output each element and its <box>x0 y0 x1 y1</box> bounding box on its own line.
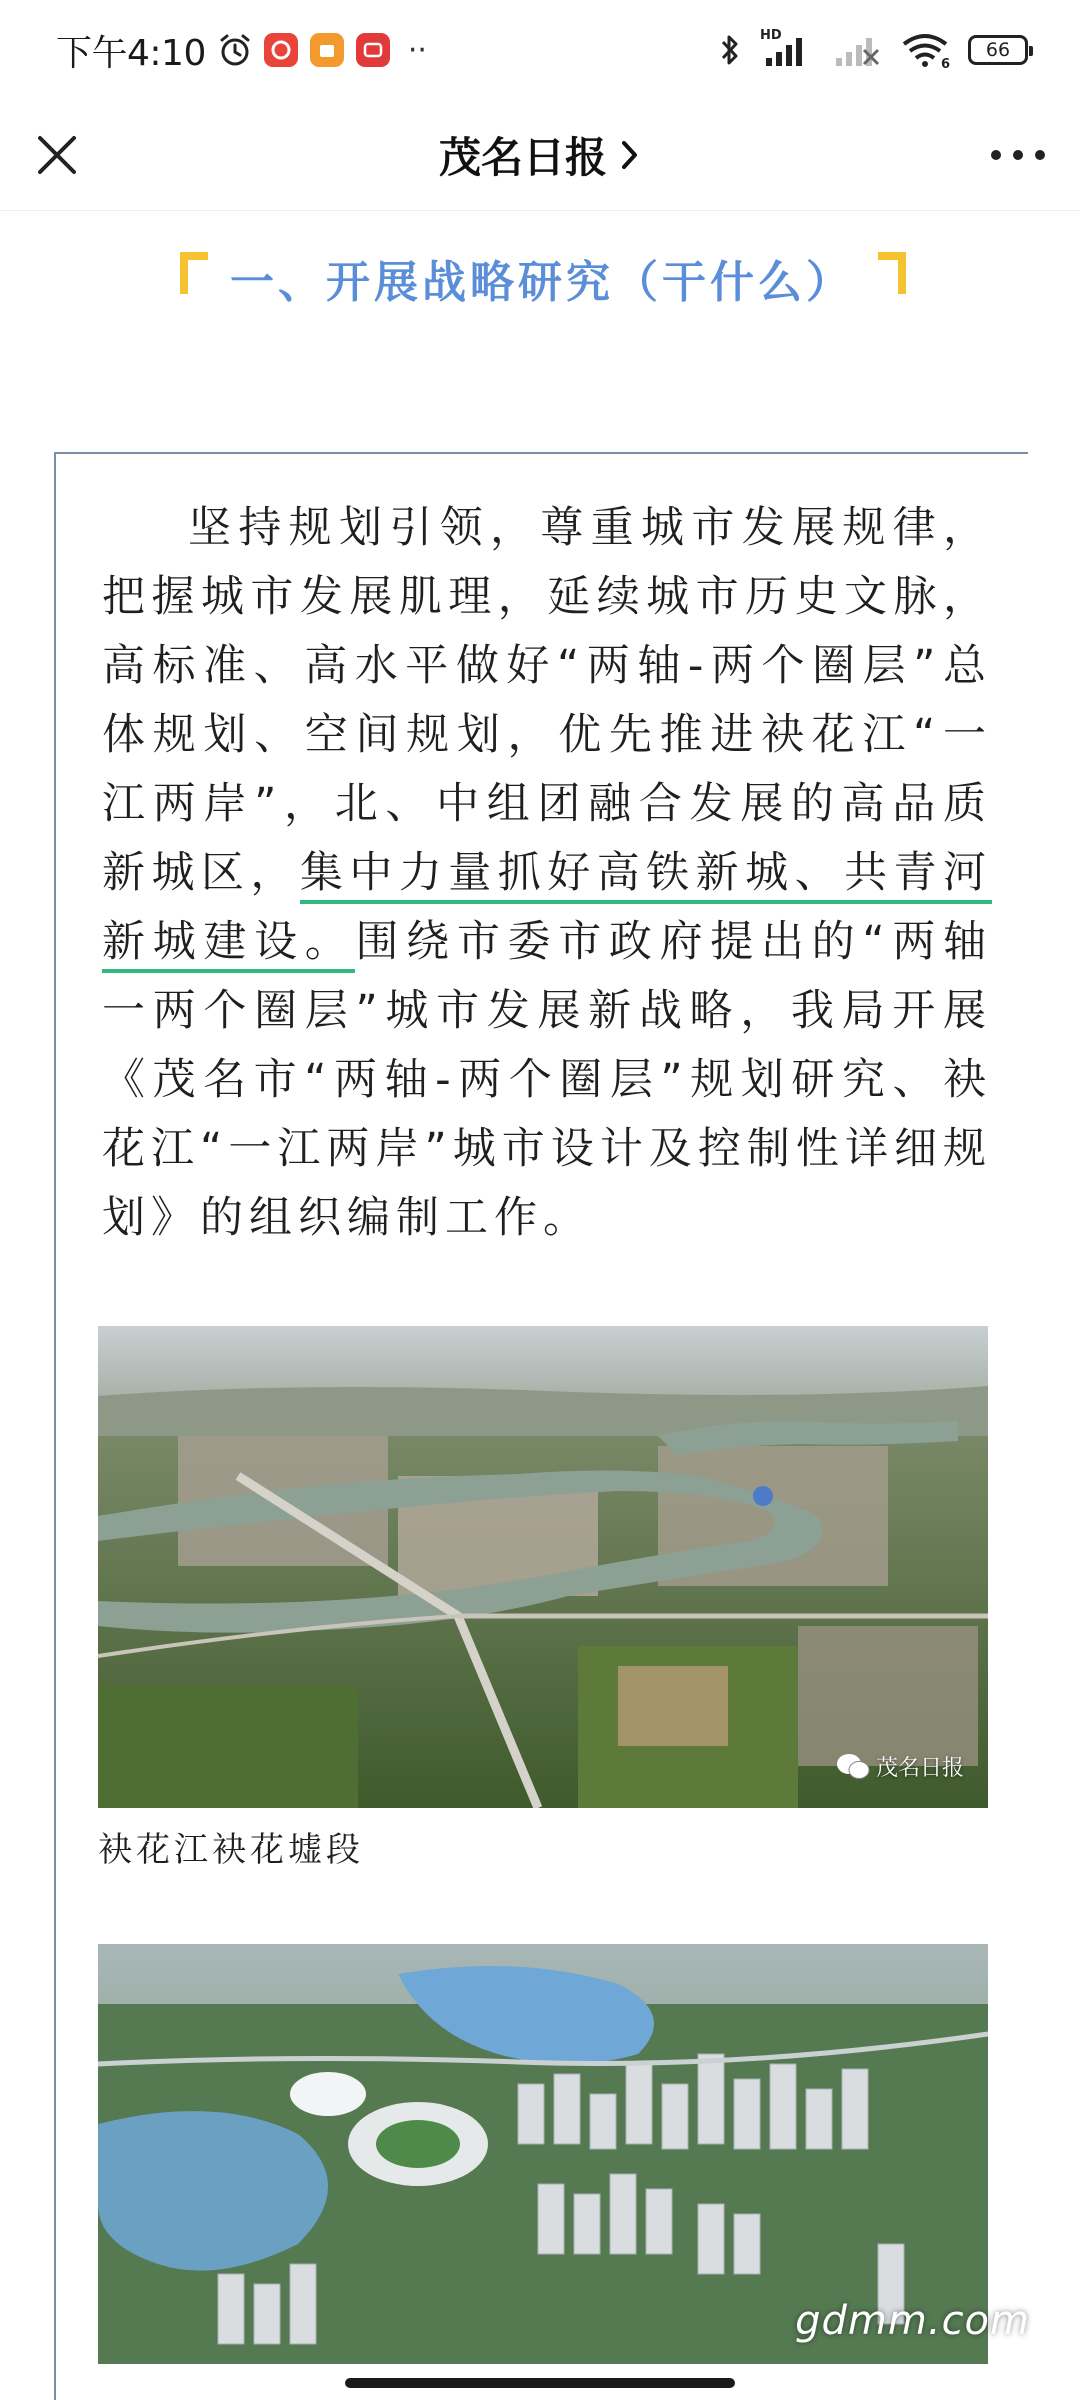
aerial-river-illustration <box>98 1326 988 1808</box>
photo-watermark-text: 茂名日报 <box>875 1756 964 1781</box>
aerial-river-photo[interactable] <box>98 1326 988 1808</box>
paragraph-text-before: 坚持规划引领，尊重城市发展规律，把握城市发展肌理，延续城市历史文脉，高标准、高水平做好“两轴-两个圈层”总体规划、空间规划，优先推进袂花江“一江两岸”，北、中组团融合发展的高品质新城区， <box>102 503 992 898</box>
highlighted-sentence: 集中力量抓好高铁新城、共青河新城建设。 <box>102 848 992 973</box>
alarm-icon <box>218 33 252 67</box>
more-dots-icon[interactable] <box>986 130 1050 180</box>
home-indicator[interactable] <box>345 2378 735 2388</box>
bracket-left-decoration <box>180 252 208 294</box>
chevron-right-icon <box>619 137 641 173</box>
paragraph-text-after: 围绕市委市政府提出的“两轴一两个圈层”城市发展新战略，我局开展《茂名市“两轴-两个圈层”规划研究、袂花江“一江两岸”城市设计及控制性详细规划》的组织编制工作。 <box>102 917 993 1243</box>
wifi-group <box>900 32 950 72</box>
wifi-label: 6 <box>940 57 950 72</box>
article-box <box>54 452 1028 2400</box>
photo-watermark <box>836 1751 964 1782</box>
battery-indicator: 66 <box>968 35 1028 65</box>
status-time: 下午4:10 <box>56 32 206 74</box>
article-paragraph <box>102 494 992 1253</box>
wechat-icon <box>836 1753 870 1781</box>
app-badge-icon-3 <box>356 33 390 67</box>
section-heading <box>0 240 1080 320</box>
bracket-right-decoration <box>878 252 906 294</box>
close-icon[interactable] <box>32 130 82 180</box>
app-badge-icon-1 <box>264 33 298 67</box>
signal-1-group <box>760 28 814 68</box>
photo-caption: 袂花江袂花墟段 <box>98 1830 364 1870</box>
site-watermark: gdmm.com <box>795 2298 1030 2344</box>
signal-icon-1 <box>760 32 814 68</box>
nav-bar <box>0 100 1080 211</box>
section-heading-text: 一、开展战略研究（干什么） <box>230 257 854 308</box>
bluetooth-icon <box>718 32 742 68</box>
signal-2-group <box>832 32 882 68</box>
network-type-label: HD <box>760 28 782 43</box>
status-more-notifications: ·· <box>407 32 427 68</box>
status-bar <box>0 0 1080 100</box>
account-title-link[interactable] <box>439 125 641 185</box>
signal-icon-2 <box>832 32 882 68</box>
status-left <box>56 25 427 76</box>
account-title: 茂名日报 <box>438 133 607 182</box>
status-right <box>718 28 1028 72</box>
app-badge-icon-2 <box>310 33 344 67</box>
